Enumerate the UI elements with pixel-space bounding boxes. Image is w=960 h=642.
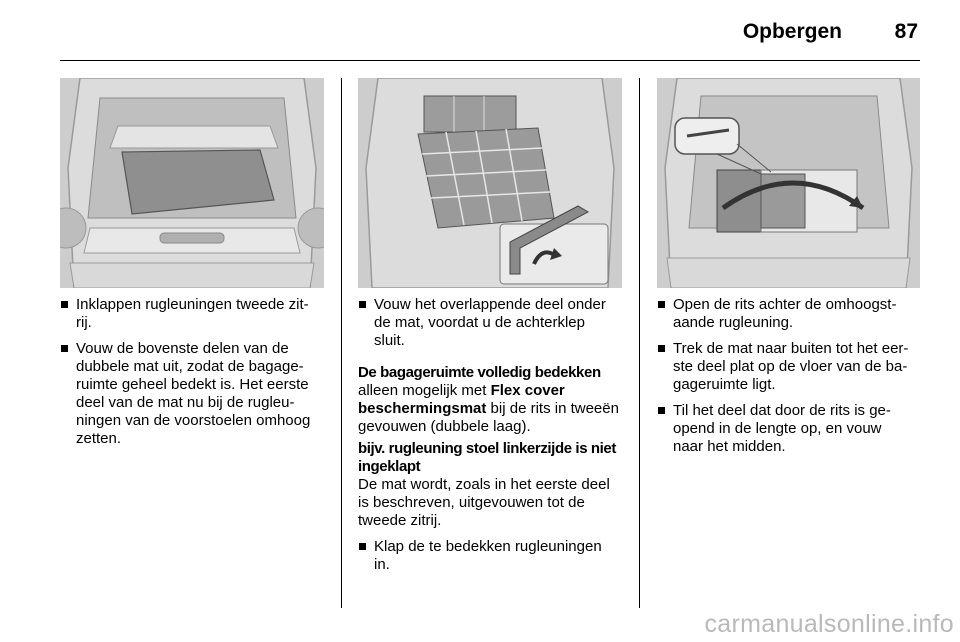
figure-trunk-mat-unfolded [60,78,324,288]
paragraph-text: alleen mogelijk met [358,382,491,399]
paragraph [358,382,628,436]
list-item-text: Vouw het overlappende deel onder de mat, voordat u de achterklep sluit. [374,296,606,349]
list-item-text: Til het deel dat door de rits is ge- opend in de lengte op, en vouw naar het midden. [673,402,891,455]
list-item [657,340,923,394]
watermark: carmanualsonline.info [704,610,954,638]
car-trunk-illustration [60,78,324,288]
list-item [358,538,628,574]
column-divider-2 [639,78,640,608]
list-item [60,296,326,332]
column-1-text [60,296,326,456]
paragraph: De mat wordt, zoals in het eerste deel is beschreven, uitgevouwen tot de tweede zitrij. [358,476,610,529]
column-3-text [657,296,923,464]
bullet-square-icon [359,543,366,550]
bullet-square-icon [658,407,665,414]
bullet-square-icon [359,301,366,308]
bullet-square-icon [61,345,68,352]
list-item-text: Inklappen rugleuningen tweede zit- rij. [76,296,309,331]
list-item-text: Trek de mat naar buiten tot het eer- ste deel plat op de vloer van de ba- gageruimte ligt. [673,340,909,393]
figure-zipper-fold [657,78,920,288]
page-number: 87 [894,20,918,43]
bullet-square-icon [658,301,665,308]
list-item [657,296,923,332]
column-divider-1 [341,78,342,608]
list-item [60,340,326,448]
mat-grid-illustration [358,78,622,288]
paragraph-text: bij de rits in tweeën gevouwen (dubbele laag). [358,400,619,435]
product-name: Flex cover beschermingsmat [358,382,565,417]
bullet-square-icon [658,345,665,352]
list-item-text: Klap de te bedekken rugleuningen in. [374,538,602,573]
list-item-text: Open de rits achter de omhoogst- aande rugleuning. [673,296,897,331]
page-header [60,0,920,61]
list-item [358,296,628,350]
zipper-fold-illustration [657,78,920,288]
section-heading: bijv. rugleuning stoel linkerzijde is niet ingeklapt [358,440,616,475]
bullet-square-icon [61,301,68,308]
column-2-text [358,296,628,582]
list-item-text: Vouw de bovenste delen van de dubbele mat uit, zodat de bagage- ruimte geheel bedekt is. Het eerste deel van de mat nu bij de rugleu- ningen van de voorstoelen omhoog zetten. [76,340,311,447]
list-item [657,402,923,456]
figure-mat-overlap [358,78,622,288]
section-heading: De bagageruimte volledig bedekken [358,364,601,381]
page-title: Opbergen [742,20,842,43]
